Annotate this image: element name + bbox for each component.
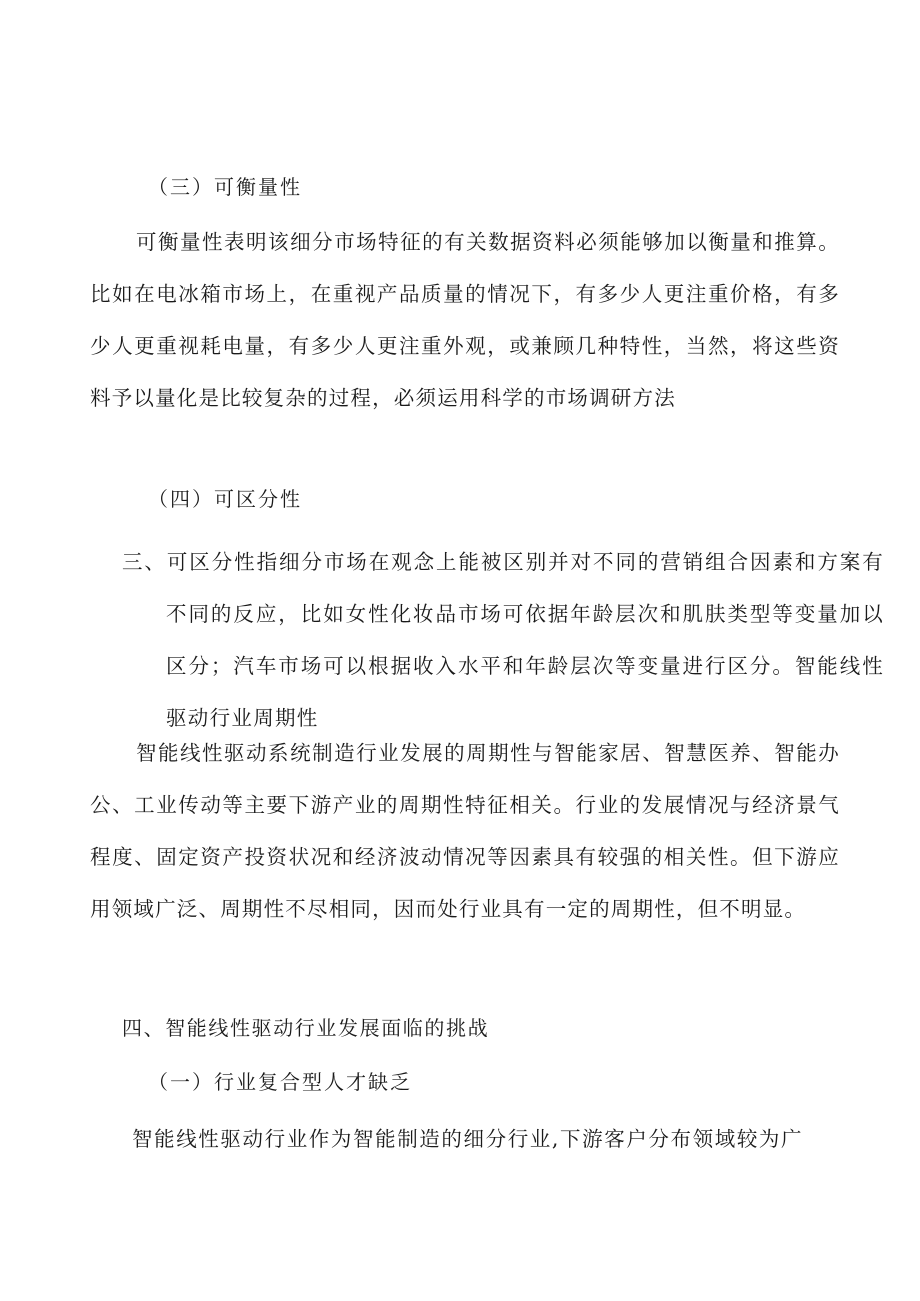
- paragraph-measurability: 可衡量性表明该细分市场特征的有关数据资料必须能够加以衡量和推算。比如在电冰箱市场上，在重视产品质量的情况下，有多少人更注重价格，有多少人更重视耗电量，有多少人更注重外观，或兼顾几种特性，当然，将这些资料予以量化是比较复杂的过程，必须运用科学的市场调研方法: [90, 230, 840, 410]
- subheading-measurability: （三）可衡量性: [148, 175, 302, 199]
- list-item-distinguishability: 三、可区分性指细分市场在观念上能被区别并对不同的营销组合因素和方案有不同的反应，比如女性化妆品市场可依据年龄层次和肌肤类型等变量加以区分；汽车市场可以根据收入水平和年龄层次等变量进行区分。智能线性驱动行业周期性: [122, 550, 884, 730]
- subheading-distinguishability: （四）可区分性: [148, 487, 302, 511]
- paragraph-cyclicality: 智能线性驱动系统制造行业发展的周期性与智能家居、智慧医养、智能办公、工业传动等主要下游产业的周期性特征相关。行业的发展情况与经济景气程度、固定资产投资状况和经济波动情况等因素具有较强的相关性。但下游应用领域广泛、周期性不尽相同，因而处行业具有一定的周期性，但不明显。: [90, 741, 840, 921]
- paragraph-talent-shortage: 智能线性驱动行业作为智能制造的细分行业,下游客户分布领域较为广: [132, 1127, 804, 1151]
- section-title-challenges: 四、智能线性驱动行业发展面临的挑战: [122, 1016, 490, 1040]
- subheading-talent-shortage: （一）行业复合型人才缺乏: [148, 1070, 412, 1094]
